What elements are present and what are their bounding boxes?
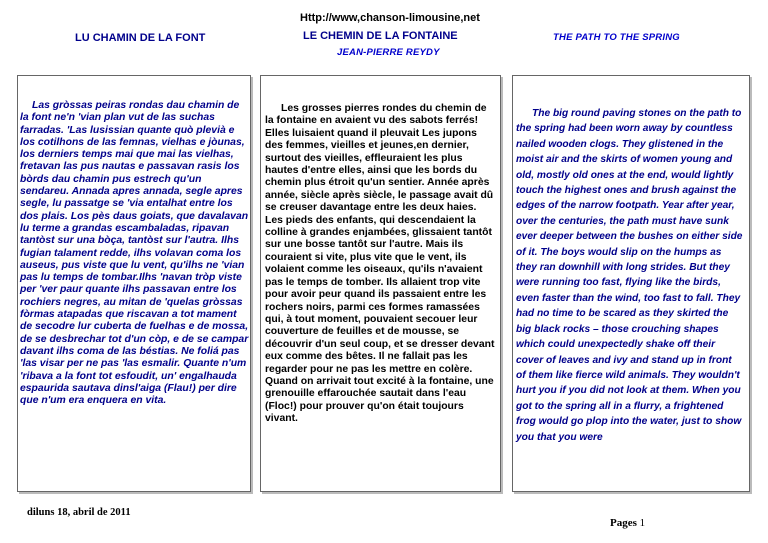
footer-page bbox=[610, 517, 645, 529]
page-label: Pages bbox=[610, 517, 637, 529]
author-name: JEAN-PIERRE REYDY bbox=[337, 47, 440, 58]
english-text: The big round paving stones on the path to the spring had been worn away by countless nailed wooden clogs. They glistened in the moist air and the skirts of women young and old, mostly old ones at the end, would lightly touch the highest ones and brush against the edges of the narrow footpath. Year after year, over the centuries, the path must have sunk ever deeper between the bushes on either side of it. The boys would slip on the humps as they ran downhill with long strides. But they were running too fast, flying like the birds, even faster than the wind, too fast to fall. They had no time to be scared as they skirted the big black rocks – those crouching shapes which could unexpectedly shake off their cover of leaves and ivy and stand up in front of them like fierce wild animals. They wouldn't hurt you if you did not look at them. When you got to the spring all in a flurry, a frightened frog would go plop into the water, just to show you that you were bbox=[516, 108, 743, 443]
page-number: 1 bbox=[639, 517, 646, 529]
footer-date: diluns 18, abril de 2011 bbox=[27, 507, 131, 518]
occitan-text: Las gròssas peiras rondas dau chamin de la font ne'n 'vian plan vut de las suchas farradas. 'Las lusissian quante quò plevià e los cotilhons de las femnas, vielhas e jòunas, los derniers temps mai que mai las vielhas, fretavan las pus nautas e passavan rasis los bòrds dau chamin pus estrech qu'un sendareu. Annada apres annada, segle apres segle, lu passatge se 'via entalhat entre los dos plais. Los pès daus goiats, que davalavan lu terme a grandas escambaladas, ripavan tantòst sur una bòça, tantòst sur l'autra. Ilhs fugian talament redde, ilhs volavan coma los auseus, pus viste que lu vent, qu'ilhs ne 'vian pas lu temps de tombar.Ilhs 'navan tròp viste per 'ver paur quante ilhs passavan entre los rochiers negres, au mitan de 'quelas gròssas fòrmas atapadas que riscavan a tot mament de secodre lur cuberta de fuelhas e de mossa, de se desbrechar tot d'un còp, e de se campar davant ilhs coma de las béstias. Ne foliá pas 'las visar per ne pas 'las esmalir. Quante n'um 'ribava a la font tot esfoudit, un' engalhauda espaurida sautava dinsl'aiga (Flau!) per dire que n'um era enquera en vita. bbox=[20, 100, 249, 407]
title-occitan: LU CHAMIN DE LA FONT bbox=[75, 32, 206, 44]
title-french: LE CHEMIN DE LA FONTAINE bbox=[303, 30, 458, 42]
site-url: Http://www,chanson-limousine,net bbox=[300, 12, 480, 24]
title-english: THE PATH TO THE SPRING bbox=[553, 32, 680, 43]
french-text: Les grosses pierres rondes du chemin de la fontaine en avaient vu des sabots ferrés! Elles luisaient quand il pleuvait Les jupons des femmes, vieilles et jeunes,en dernier, surtout des vieilles, effleuraient les plus hautes d'entre elles, ainsi que les bords du chemin plus étroit qu'un sentier. Année après année, siècle après siècle, le passage avait dû se creuser davantage entre les deux haies. Les pieds des enfants, qui descendaient la colline à grandes enjambées, glissaient tantôt sur une bosse tantôt sur l'autre. Mais ils couraient si vite, plus vite que le vent, ils volaient comme les oiseaux, qu'ils n'avaient pas le temps de tomber. Ils allaient trop vite pour avoir peur quand ils passaient entre les rochers noirs, parmi ces formes ramassées qui, à tout moment, pouvaient secouer leur couverture de feuilles et de mousse, se découvrir d'un seul coup, et se dresser devant eux comme des bêtes. Il ne fallait pas les regarder pour ne pas les mettre en colère. Quand on arrivait tout excité à la fontaine, une grenouille effarouchée sautait dans l'eau (Floc!) pour prouver qu'on était toujours vivant. bbox=[265, 103, 495, 425]
